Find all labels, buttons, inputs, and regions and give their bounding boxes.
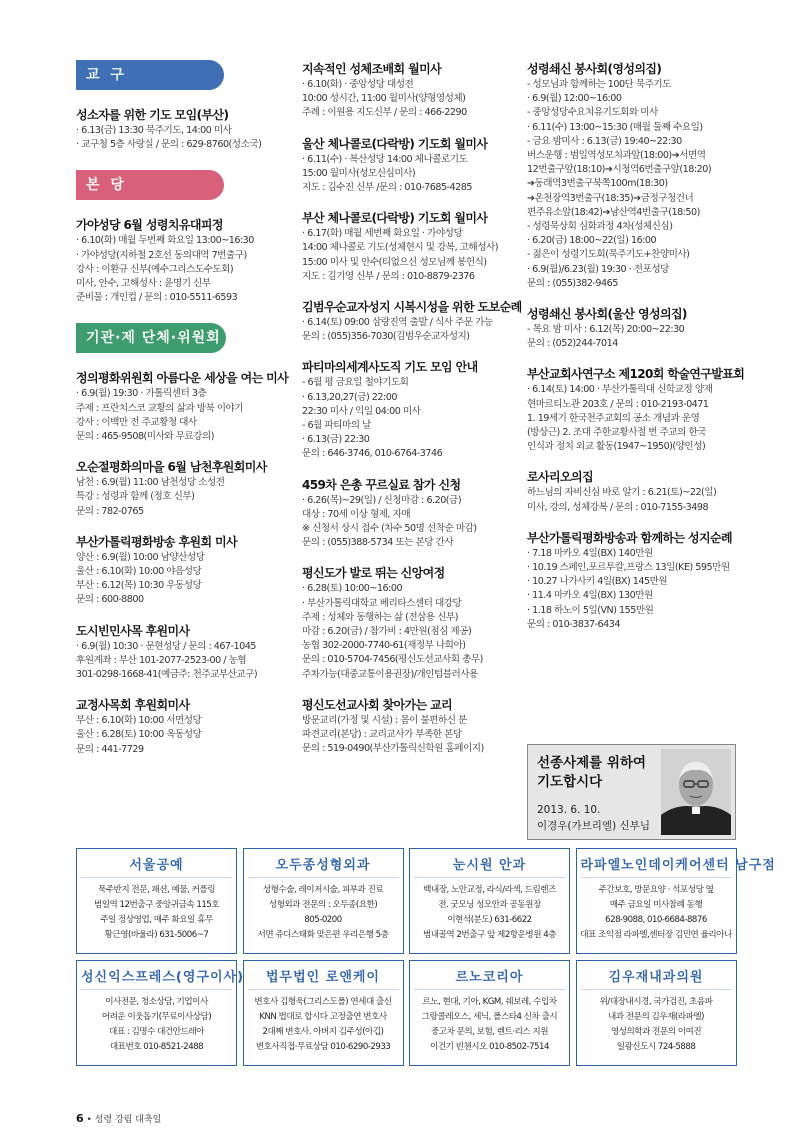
notice-line: 농협 302-2000-7740-61(재정부 나희아) [302,640,466,652]
notice-line: · 6.11(수) · 복산성당 14:00 체나콜로기도 [302,153,468,165]
notice-item [76,106,291,152]
notice-line: 문의 : 519-0490(부산가톨릭신학원 홈페이지) [302,743,484,755]
notice-title: 부산교회사연구소 제120회 학술연구발표회 [527,367,745,382]
notice-line: · 10.19 스페인,포르투칼,프랑스 13일(KE) 595만원 [527,562,730,574]
notice-item [76,696,291,757]
notice-line: · 6.10(화) · 중앙성당 대성전 [302,79,414,90]
notice-line: 15:00 미사 및 안수(티없으신 성모님께 봉헌식) [302,256,487,268]
ad-line: 범내골역 2번출구 앞 제2항운병원 4층 [422,930,557,940]
notice-line: 1. 19세기 한국천주교회의 공소 개념과 운영 [527,412,700,424]
notice-item [527,529,742,632]
footer-text: • 성령 강림 대축일 [86,1115,162,1125]
notice-line: · 6.28(토) 10:00~16:00 [302,583,403,595]
notice-title: 도시빈민사목 후원미사 [76,623,190,638]
notice-line: · 6.11(수) 13:00~15:30 (매월 둘째 수요일) [527,121,703,133]
notice-title: 파티마의세계사도직 기도 모임 안내 [302,360,478,375]
notice-line: 울산 : 6.28(토) 10:00 옥동성당 [76,729,202,741]
section-bar-parish: 본 당 [76,170,224,200]
notice-line: 버스운행 : 범일역성모치과앞(18:00)➔서면역 [527,150,706,162]
ad-line: 대표번호 010-8521-2488 [109,1042,204,1052]
memorial-title [537,754,646,792]
notice-line: · 6.17(화) 매월 세번째 화요일 · 가야성당 [302,228,463,240]
notice-title: 지속적인 성체조배회 월미사 [302,62,442,76]
notice-line: · 6.9(월) 19:30 · 가톨릭센터 3층 [76,388,207,400]
notice-line: · 6.10(화) 매월 두번째 화요일 13:00~16:30 [76,235,254,247]
notice-line: 부산 : 6.12(목) 10:30 우동성당 [76,580,202,592]
ad-line: KNN 법대로 합시다 고정출연 변호사 [259,1012,387,1022]
notice-line: 문의 : 010-3837-6434 [527,618,620,630]
notice-item [302,135,516,196]
priest-portrait-icon [661,749,731,835]
memorial-title-line2: 기도합시다 [537,774,603,790]
notice-title: 부산가톨릭평화방송 후원회 미사 [76,534,238,549]
notice-title: 평신도가 발로 뛰는 신앙여정 [302,566,445,581]
notice-line: 강사 : 이백만 전 주교황청 대사 [76,416,197,428]
notice-line: · 6.9(월) 12:00~16:00 [527,93,622,105]
ad-title: 서울공예 [81,853,232,878]
notice-line: ➔온천장역3번출구(18:35)➔금정구청건너 [527,192,694,204]
ad-line: 어려운 이웃돕기(무료이사상담) [101,1012,212,1022]
page-number: 6 [76,1112,84,1125]
notice-line: 지도 : 김수진 신부 /문의 : 010-7685-4285 [302,182,472,194]
notice-line: 미사, 안수, 고해성사 : 윤명기 신부 [76,278,211,290]
ad-line: 백내장, 노안교정, 라식/라섹, 드림렌즈 [423,885,556,895]
notice-line: 지도 : 김기영 신부 / 문의 : 010-8879-2376 [302,270,475,282]
notice-line: · 6.14(토) 14:00 · 부산가톨릭대 신학교정 양재 [527,384,713,396]
ad-line: 변호사 김형욱(그리스도폴) 연세대 출신 [254,997,392,1007]
section-bar-organizations: 기관·제 단체·위원회 [76,323,226,353]
ad-line: 르노, 현대, 기아, KGM, 쉐보레, 수입차 [422,997,557,1007]
notice-line: - 젊은이 성령기도회(묵주기도+찬양미사) [527,249,690,261]
ad-line: 전. 굿모닝 성모안과 공동원장 [438,900,541,910]
notice-line: · 6.20(금) 18:00~22(일) 16:00 [527,235,657,247]
notice-line: · 6.13,20,27(금) 22:00 [302,391,397,403]
notice-line: · 11.4 마카오 4일(BX) 130만원 [527,590,653,602]
notice-line: 12번출구앞(18:10)➔시청역6번출구앞(18:20) [527,164,712,176]
ad-line: 내과 전문의 김우재(라파엘) [608,1012,704,1022]
ad-kimwoojae-clinic [576,960,737,1066]
notice-line: - 중앙성당수요치유기도회와 미사 [527,107,658,119]
notice-line: 마감 : 6.20(금) / 참가비 : 4만원(점심 제공) [302,626,472,638]
notice-title: 김범우순교자성지 시복시성을 위한 도보순례 [302,300,522,315]
notice-line: 남천 : 6.9(월) 11:00 남천성당 소성전 [76,477,225,489]
notice-line: 주제 : 프란치스코 교황의 삶과 방북 이야기 [76,402,244,414]
ad-line: 이현석(분도) 631-6622 [447,915,532,925]
notice-line: 문의 : (055)388-5734 또는 본당 간사 [302,537,454,549]
notice-line: · 가야성당(지하철 2호선 동의대역 7번출구) [76,249,247,261]
notice-item [76,533,291,608]
notice-line: · 6.13(금) 13:30 묵주기도, 14:00 미사 [76,125,232,136]
notice-title: 성령쇄신 봉사회(영성의집) [527,62,662,76]
notice-item [76,458,291,519]
notice-line: 부산 : 6.10(화) 10:00 서면성당 [76,715,202,727]
ad-title: 오두종성형외과 [248,853,399,878]
notice-title: 평신도선교사회 찾아가는 교리 [302,697,453,712]
notice-item [76,216,291,305]
ad-line: 이사전문, 청소상담, 기업이사 [105,997,208,1007]
ad-line: 성형수술, 레이저시술, 피부과 진료 [262,885,384,895]
ad-seoul-craft [76,848,237,954]
notice-title: 성소자를 위한 기도 모임(부산) [76,108,229,122]
notice-line: 문의 : 465-9508(미사와 무료강의) [76,431,214,443]
ad-line: 성형외과 전문의 : 오두종(요한) [268,900,378,910]
notice-line: ※ 신청서 상시 접수 (차수 50명 선착순 마감) [302,523,477,535]
notice-line: · 6.9(월)/6.23(월) 19:30 · 전포성당 [527,263,669,275]
notice-title: 부산 체나콜로(다락방) 기도회 월미사 [302,211,488,226]
ad-title: 르노코리아 [414,965,565,990]
ad-title: 법무법인 로앤케이 [248,965,399,990]
notice-line: · 부산가톨릭대학교 베리타스센터 대강당 [302,597,462,609]
notice-title: 교정사목회 후원회미사 [76,698,190,713]
notice-line: 주차가능(대중교통이용권장)/개인텀블러사용 [302,668,478,680]
ad-line: 대표 조익점 라파엘,센터장 김민연 율리아나 [580,930,732,940]
notice-line: - 금요 밤미사 : 6.13(금) 19:40~22:30 [527,135,682,147]
notice-line: (방상근) 2. 조대 주한교황사절 번 주교의 한국 [527,427,706,439]
ad-line: 매주 금요일 미사참례 동행 [609,900,703,910]
notice-title: 459차 은총 꾸르실료 참가 신청 [302,477,461,492]
notice-item [527,60,742,291]
ad-renault-korea [409,960,570,1066]
ad-line: 황근영(바울라) 631-5006~7 [104,930,209,940]
memorial-details [537,802,650,834]
ad-line: 805-0200 [304,915,342,925]
notice-line: 양산 : 6.9(월) 10:00 남양산성당 [76,551,205,563]
notice-line: - 6월 파티마의 날 [302,420,371,432]
notice-line: 특강 : 성령과 함께 (정호 신부) [76,491,195,503]
ad-line: 2대째 변호사. 아버지 김주성(아깁) [262,1027,384,1037]
section-bar-diocese: 교 구 [76,60,224,90]
notice-item [527,305,742,351]
notice-item [302,476,516,551]
notice-title: 가야성당 6월 성령치유대피정 [76,218,223,233]
notice-title: 부산가톨릭평화방송과 함께하는 성지순례 [527,530,733,545]
ad-line: 묵주반지 전문, 패션, 예물, 커플링 [97,885,216,895]
notice-title: 정의평화위원회 아름다운 세상을 여는 미사 [76,371,289,386]
notice-line: · 6.26(목)~29(일) / 신청마감 : 6.20(금) [302,494,462,506]
ad-line: 위/대장내시경, 국가검진, 초음파 [599,997,713,1007]
notice-line: · 6.9(월) 10:30 · 문현성당 / 문의 : 467-1045 [76,640,256,652]
notice-line: 14:00 체나콜로 기도(성체현시 및 강복, 고해성사) [302,242,498,254]
notice-line: 문의 : (055)356-7030(김범우순교자성지) [302,331,470,343]
notice-line: 파견교리(본당) : 교리교사가 부족한 본당 [302,729,462,741]
notice-line: - 성모님과 함께하는 100단 묵주기도 [527,79,671,90]
ad-seongsin-express [76,960,245,1066]
notice-line: · 10.27 나가사키 4일(BX) 145만원 [527,576,668,588]
notice-line: 문의 : 782-0765 [76,505,144,517]
notice-line: 주례 : 이원용 지도신부 / 문의 : 466-2290 [302,107,467,119]
notice-item [302,298,522,344]
notice-line: 문의 : 010-5704-7456(평신도선교사회 총무) [302,654,483,666]
notice-title: 울산 체나콜로(다락방) 기도회 월미사 [302,136,488,151]
ad-line: 이건기 빈첸시오 010-8502-7514 [430,1042,549,1052]
ad-line: 일광신도시 724-5888 [616,1042,696,1052]
ad-title: 눈시원 안과 [414,853,565,878]
notice-line: - 목요 밤 미사 : 6.12(목) 20:00~22:30 [527,324,685,336]
ad-line: 서면 쥬디스태화 맞은편 우리은행 5층 [257,930,389,940]
notice-line: 22:30 미사 / 익일 04:00 미사 [302,405,421,417]
ad-title: 라파엘노인데이케어센터 남구점 [581,853,732,878]
notice-title: 성령쇄신 봉사회(울산 영성의집) [527,307,687,322]
notice-line: 문의 : 600-8800 [76,594,144,606]
ad-raphael-daycare [576,848,776,954]
notice-item [302,358,516,461]
notice-line: · 6.14(토) 09:00 삼랑진역 출발 / 식사 주문 가능 [302,317,493,329]
notice-line: · 1.18 하노이 5일(VN) 155만원 [527,604,654,616]
memorial-title-line1: 선종사제를 위하여 [537,755,647,771]
notice-item [302,209,516,284]
ad-line: 변호사직접·무료상담 010-6290-2933 [255,1042,391,1052]
notice-item [76,622,291,683]
notice-line: 현마르티노관 203호 / 문의 : 010-2193-0471 [527,398,709,410]
notice-line: 301-0298-1668-41(예금주: 천주교부산교구) [76,669,258,681]
memorial-box [527,744,736,840]
notice-line: 문의 : (052)244-7014 [527,338,618,350]
notice-line: · 6.13(금) 22:30 [302,434,370,446]
notice-line: 강사 : 이환규 신부(예수그리스도수도회) [76,263,234,275]
notice-line: 편주유소앞(18:42)➔남산역4번출구(18:50) [527,206,700,218]
ad-line: 범일역 12번출구 중앙귀금속 115호 [93,900,220,910]
ad-line: 그랑콜레오스, 세닉, 폴스타4 신차 출시 [421,1012,558,1022]
ad-line: 주간보호, 방문요양 · 석포성당 옆 [598,885,714,895]
notice-line: 후원계좌 : 부산 101-2077-2523-00 / 농협 [76,654,247,666]
notice-title: 오순절평화의마을 6월 남천후원회미사 [76,460,267,475]
notice-line: - 6월 평 금요일 철야기도회 [302,377,409,389]
notice-line: 인식과 정치 외교 활동(1947~1950)(양인성) [527,441,706,453]
ad-title: 성신익스프레스(영구이사) [81,965,232,990]
notice-line: 방문교리(가정 및 시설) : 몸이 불편하신 분 [302,714,467,726]
notice-item [527,468,742,514]
notice-line: 문의 : 441-7729 [76,743,144,755]
notice-item [302,696,516,757]
ad-line: 주일 정상영업, 매주 화요일 휴무 [100,915,213,925]
notice-line: 15:00 월미사(성모신심미사) [302,167,416,179]
ad-title: 김우재내과의원 [581,965,732,990]
column-middle [302,60,522,771]
notice-item [302,60,516,121]
notice-line: 주제 : 성체와 동행하는 삶 (전삼용 신부) [302,611,459,623]
notice-line: 울산 : 6.10(화) 10:00 야음성당 [76,566,202,578]
notice-line: 대상 : 70세 이상 형제, 자매 [302,508,411,520]
ad-line: 영성의학과 전문의 이여진 [610,1027,702,1037]
ad-odujong-clinic [243,848,404,954]
notice-line: - 성령묵상회 심화과정 4차(성체신심) [527,221,673,233]
notice-line: 문의 : 646-3746, 010-6764-3746 [302,448,443,460]
notice-line: 문의 : (055)382-9465 [527,277,618,289]
ad-lawnk-firm [243,960,404,1066]
notice-line: · 교구청 5층 사랑실 / 문의 : 629-8760(성소국) [76,139,262,151]
ad-line: 628-9088, 010-6684-8876 [605,915,707,925]
notice-line: · 7.18 마카오 4일(BX) 140만원 [527,547,653,559]
memorial-date: 2013. 6. 10. [537,804,601,816]
page-footer [76,1112,161,1125]
notice-item [76,369,291,444]
ad-line: 중고차 문의, 보험, 렌트·리스 지원 [430,1027,549,1037]
memorial-name: 이경우(가브리엘) 신부님 [537,820,650,832]
notice-item [302,564,516,681]
column-right [527,60,745,646]
column-left [76,60,291,771]
notice-item [527,365,745,454]
notice-line: ➔동래역3번출구북쪽100m(18:30) [527,178,668,190]
notice-line: 미사, 강의, 성체강복 / 문의 : 010-7155-3498 [527,501,709,513]
notice-line: 준비물 : 개인컵 / 문의 : 010-5511-6593 [76,292,238,304]
ad-line: 대표 : 김명수 대건안드레아 [109,1027,204,1037]
notice-line: 하느님의 자비신심 바로 알기 : 6.21(토)~22(일) [527,487,717,499]
notice-line: 10:00 성시간, 11:00 월미사(양형영성체) [302,93,466,105]
notice-title: 로사리오의집 [527,470,593,485]
ad-nunsiwon-eye [409,848,570,954]
